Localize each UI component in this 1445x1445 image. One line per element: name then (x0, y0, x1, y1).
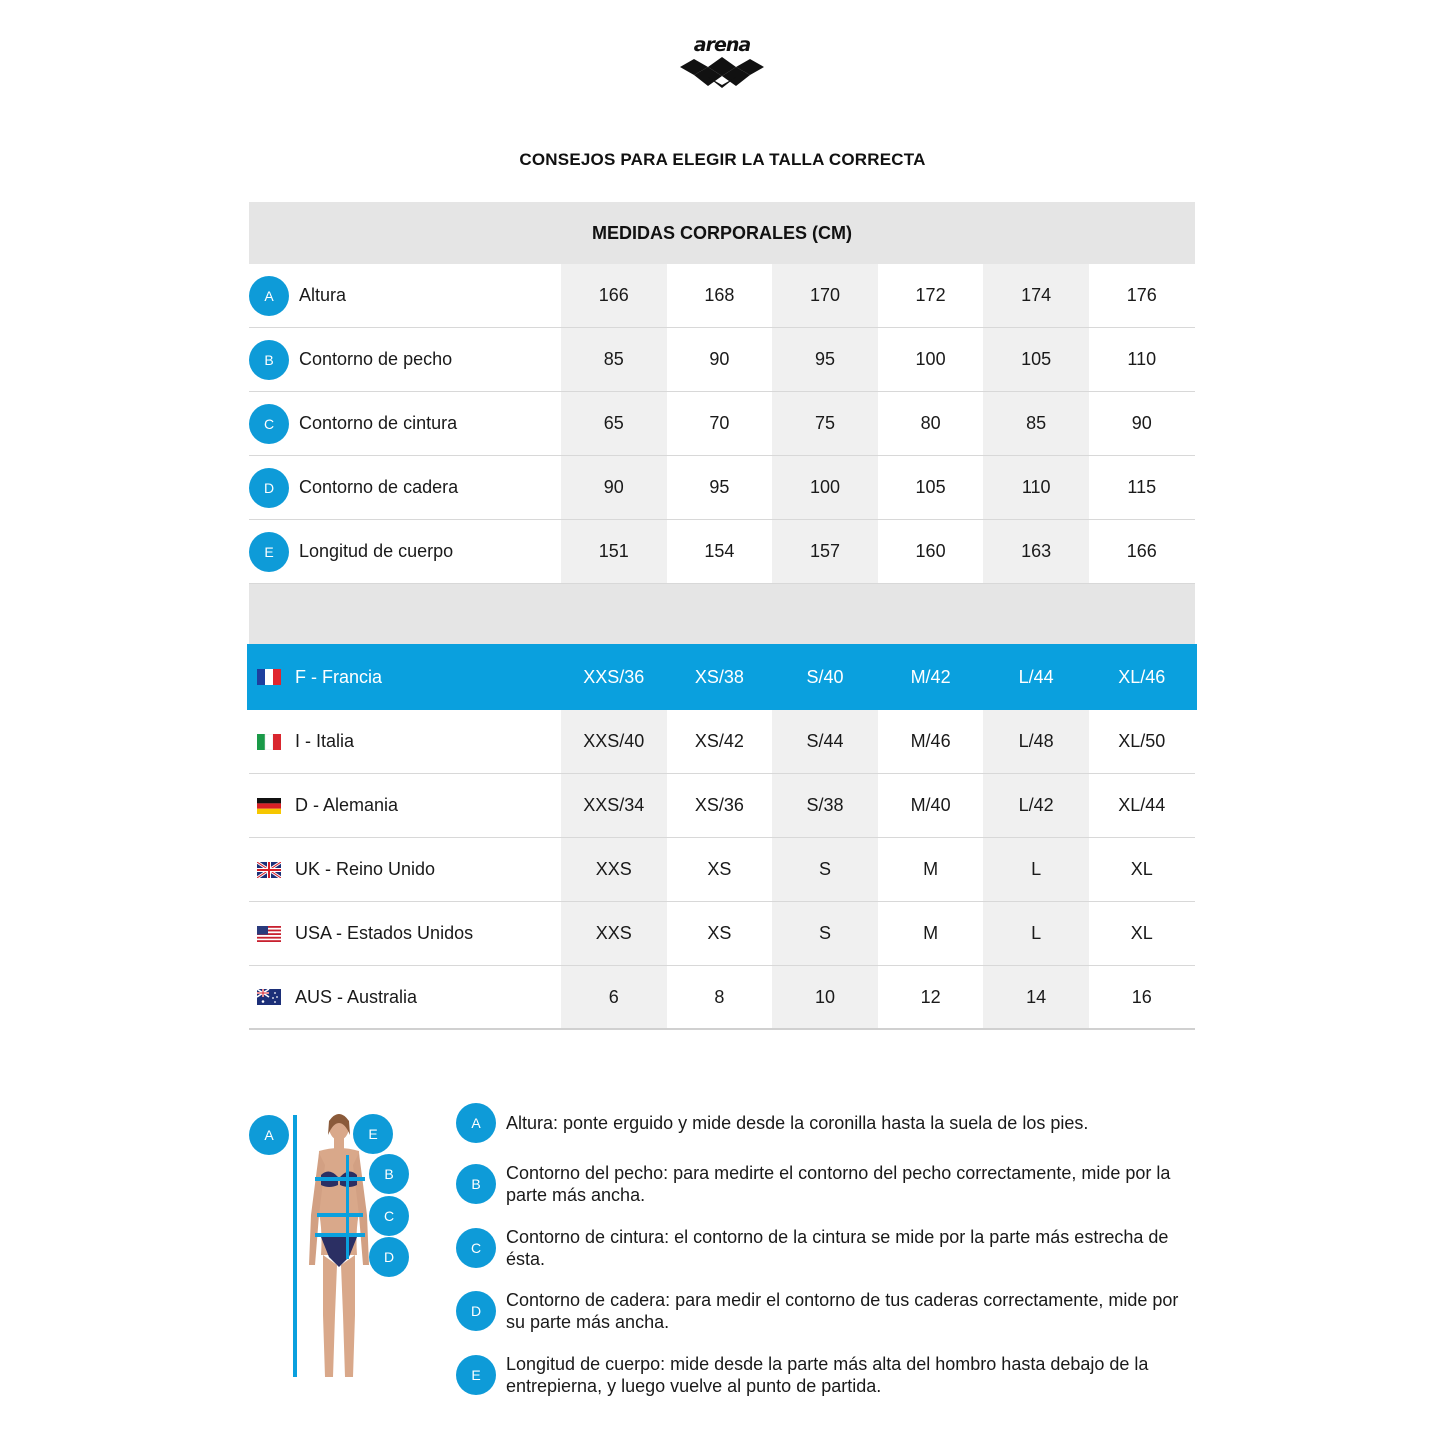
legend-badge-e: E (456, 1355, 496, 1395)
measurement-value: 100 (772, 456, 878, 519)
measurement-value: 170 (772, 264, 878, 327)
legend-badge-a: A (456, 1103, 496, 1143)
size-country-label: UK - Reino Unido (295, 859, 436, 879)
size-value: M/42 (910, 666, 951, 687)
measurement-value: 85 (561, 328, 667, 391)
size-row (247, 644, 1197, 710)
size-row (249, 774, 1195, 838)
size-value: L (983, 838, 1089, 901)
size-rows (249, 644, 1195, 1030)
measurement-label: Contorno de cintura (299, 413, 458, 433)
measurement-value: 65 (561, 392, 667, 455)
size-value: S/38 (772, 774, 878, 837)
legend-item-a (456, 1103, 1196, 1143)
measurement-row (249, 328, 1195, 392)
legend-badge-b: B (456, 1164, 496, 1204)
measurement-value: 110 (1127, 349, 1157, 369)
measurement-value: 154 (704, 541, 735, 561)
usa-flag-icon (257, 926, 281, 942)
legend-text-e: Longitud de cuerpo: mide desde la parte más alta del hombro hasta debajo de la entrepierna, y luego vuelve al punto de partida. (506, 1354, 1149, 1396)
legend-text-c: Contorno de cintura: el contorno de la cintura se mide por la parte más estrecha de ésta. (506, 1227, 1169, 1269)
size-value: 6 (561, 966, 667, 1028)
size-value: XL (1130, 859, 1153, 879)
measurement-value: 90 (709, 349, 730, 369)
figure-badge-a: A (249, 1115, 289, 1155)
size-label-cell (249, 838, 561, 901)
measurement-row (249, 392, 1195, 456)
size-country-label: F - Francia (295, 666, 383, 687)
measurement-value: 80 (920, 413, 941, 433)
size-value: XS/42 (694, 731, 744, 751)
measurement-label: Contorno de pecho (299, 349, 453, 369)
uk-flag-icon (257, 862, 281, 878)
measurements-header: MEDIDAS CORPORALES (CM) (249, 202, 1195, 264)
size-value: XL/50 (1118, 731, 1166, 751)
measurement-badge: C (249, 404, 289, 444)
measurement-label: Contorno de cadera (299, 477, 459, 497)
size-value: M/40 (910, 795, 951, 815)
measurement-badge: E (249, 532, 289, 572)
measurement-label-cell (249, 456, 561, 519)
measurement-value: 166 (1126, 541, 1157, 561)
measurement-value: 75 (772, 392, 878, 455)
size-value: M (923, 923, 939, 943)
size-value: 8 (714, 986, 725, 1007)
size-row (249, 966, 1195, 1030)
size-value: 14 (983, 966, 1089, 1028)
size-value: XS (707, 859, 732, 879)
size-value: L/44 (1018, 666, 1054, 687)
measurement-label-cell (249, 392, 561, 455)
size-value: XXS/36 (583, 666, 645, 687)
size-value: S/40 (806, 666, 844, 687)
size-value: XXS/40 (561, 710, 667, 773)
size-value: XS (707, 923, 732, 943)
size-value: XXS (561, 902, 667, 965)
measurement-row (249, 264, 1195, 328)
size-value: XS/38 (694, 666, 744, 687)
measurement-badge: A (249, 276, 289, 316)
size-label-cell (249, 774, 561, 837)
measurement-value: 157 (772, 520, 878, 583)
section-divider (249, 584, 1195, 644)
size-row (249, 902, 1195, 966)
measurement-value: 174 (983, 264, 1089, 327)
legend-badge-c: C (456, 1228, 496, 1268)
size-value: S (772, 902, 878, 965)
measurement-label-cell (249, 264, 561, 327)
size-value: XXS/34 (561, 774, 667, 837)
australia-flag-icon (257, 989, 281, 1005)
page-title: CONSEJOS PARA ELEGIR LA TALLA CORRECTA (519, 150, 926, 169)
italy-flag-icon (257, 734, 281, 750)
legend-item-e (456, 1353, 1196, 1397)
diamond-logo-icon (680, 54, 764, 88)
size-value: 10 (772, 966, 878, 1028)
legend-text-b: Contorno del pecho: para medirte el contorno del pecho correctamente, mide por la parte más ancha. (506, 1163, 1171, 1205)
size-country-label: D - Alemania (295, 795, 399, 815)
size-value: S/44 (772, 710, 878, 773)
measurement-label: Longitud de cuerpo (299, 541, 454, 561)
size-value: XS/36 (694, 795, 744, 815)
size-value: 12 (920, 986, 941, 1007)
measurement-label: Altura (299, 285, 347, 305)
size-label-cell (249, 710, 561, 773)
germany-flag-icon (257, 798, 281, 814)
size-label-cell (249, 902, 561, 965)
legend-badge-d: D (456, 1291, 496, 1331)
figure-badge-d: D (369, 1237, 409, 1277)
figure-badge-b: B (369, 1154, 409, 1194)
arena-logo (676, 34, 768, 90)
measurement-rows (249, 264, 1195, 584)
size-value: 16 (1131, 986, 1152, 1007)
legend-item-b (456, 1162, 1196, 1206)
measurement-value: 105 (915, 477, 946, 497)
size-value: L/48 (983, 710, 1089, 773)
measurement-row (249, 520, 1195, 584)
size-chart-table (249, 202, 1195, 1030)
measurement-value: 160 (915, 541, 946, 561)
size-country-label: AUS - Australia (295, 986, 418, 1007)
measurement-label-cell (249, 328, 561, 391)
size-row (249, 838, 1195, 902)
measurement-value: 172 (915, 285, 946, 305)
measurement-value: 70 (709, 413, 730, 433)
size-value: XL/46 (1118, 666, 1166, 687)
size-label-cell (249, 644, 561, 710)
measurement-value: 95 (709, 477, 730, 497)
size-value: XL/44 (1118, 795, 1166, 815)
size-label-cell (249, 966, 561, 1028)
logo-wordmark: arena (693, 34, 751, 56)
legend-text-a: Altura: ponte erguido y mide desde la coronilla hasta la suela de los pies. (506, 1113, 1089, 1133)
size-value: S (772, 838, 878, 901)
measurement-value: 90 (1131, 413, 1152, 433)
measurement-value: 110 (983, 456, 1089, 519)
legend-item-c (456, 1226, 1196, 1270)
measurement-value: 166 (561, 264, 667, 327)
measurement-value: 163 (983, 520, 1089, 583)
measurement-value: 168 (704, 285, 735, 305)
legend-item-d (456, 1289, 1196, 1333)
measurement-value: 95 (772, 328, 878, 391)
measurement-value: 100 (915, 349, 946, 369)
measurement-badge: D (249, 468, 289, 508)
size-value: L/42 (983, 774, 1089, 837)
measurement-badge: B (249, 340, 289, 380)
size-value: M (923, 859, 939, 879)
size-row (249, 710, 1195, 774)
size-country-label: USA - Estados Unidos (295, 923, 474, 943)
body-measurement-figure (249, 1105, 419, 1395)
measurement-value: 105 (983, 328, 1089, 391)
size-value: XL (1130, 923, 1153, 943)
measurement-label-cell (249, 520, 561, 583)
legend-text-d: Contorno de cadera: para medir el contorno de tus caderas correctamente, mide por su parte más ancha. (506, 1290, 1179, 1332)
measurement-value: 90 (561, 456, 667, 519)
size-value: L (983, 902, 1089, 965)
france-flag-icon (257, 669, 281, 685)
figure-badge-e: E (353, 1114, 393, 1154)
measurement-value: 85 (983, 392, 1089, 455)
size-country-label: I - Italia (295, 731, 355, 751)
measurement-value: 151 (561, 520, 667, 583)
figure-badge-c: C (369, 1196, 409, 1236)
measurement-value: 115 (1127, 477, 1157, 497)
size-value: XXS (561, 838, 667, 901)
measurement-row (249, 456, 1195, 520)
measurement-value: 176 (1126, 285, 1157, 305)
size-value: M/46 (910, 731, 951, 751)
